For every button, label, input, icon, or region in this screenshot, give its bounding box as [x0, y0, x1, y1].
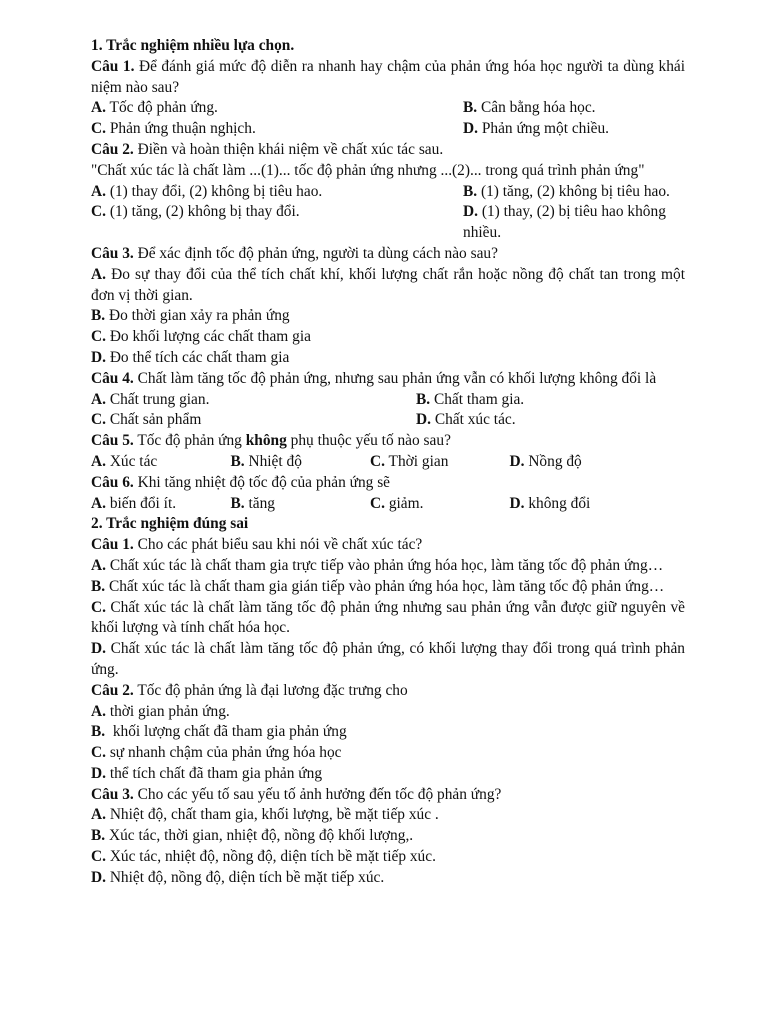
- s2-q1-option-a: [91, 556, 685, 577]
- question-label: Câu 4.: [91, 369, 134, 387]
- option-text: Phản ứng thuận nghịch.: [105, 120, 256, 138]
- option-text: (1) tăng, (2) không bị thay đổi.: [105, 203, 300, 221]
- option-text: Chất xúc tác là chất làm tăng tốc độ phản ứng nhưng sau phản ứng vẫn được giữ nguyên về khối lượng và tính chất hóa học.: [91, 598, 685, 637]
- option-c: [91, 119, 463, 140]
- option-text: không đổi: [524, 494, 591, 512]
- option-a: [91, 98, 463, 119]
- option-key: C.: [91, 744, 106, 762]
- option-b: [416, 390, 685, 411]
- question-text: Để đánh giá mức độ diễn ra nhanh hay chậm của phản ứng hóa học người ta dùng khái niệm nào sau?: [91, 57, 686, 96]
- s1-q2-stem: [91, 140, 685, 161]
- s2-q1-option-d: [91, 639, 685, 681]
- option-text: Cân bằng hóa học.: [477, 99, 596, 117]
- question-text: Tốc độ phản ứng là đại lương đặc trưng cho: [133, 681, 408, 699]
- option-text: Nhiệt độ, chất tham gia, khối lượng, bề mặt tiếp xúc .: [105, 806, 439, 824]
- option-text: tăng: [244, 494, 275, 512]
- option-text: biến đổi ít.: [105, 494, 177, 512]
- s1-q1-stem: [91, 57, 685, 99]
- question-text: Chất làm tăng tốc độ phản ứng, nhưng sau phản ứng vẫn có khối lượng không đổi là: [133, 369, 657, 387]
- option-a: [91, 182, 463, 203]
- s1-q2-options-row-2: [91, 202, 685, 244]
- option-text: Chất xúc tác là chất tham gia gián tiếp vào phản ứng hóa học, làm tăng tốc độ phản ứng…: [105, 577, 665, 595]
- option-d: [416, 410, 685, 431]
- s2-q3-option-b: [91, 826, 685, 847]
- option-d: [510, 494, 591, 515]
- option-text: Chất sản phẩm: [105, 411, 202, 429]
- option-key: A.: [91, 182, 106, 200]
- option-c: [91, 202, 463, 244]
- option-key: D.: [509, 452, 525, 470]
- option-key: C.: [91, 848, 106, 866]
- option-text: Đo thể tích các chất tham gia: [105, 348, 290, 366]
- option-key: C.: [91, 598, 106, 616]
- question-label: Câu 5.: [91, 432, 134, 450]
- option-text: Nồng độ: [524, 452, 582, 470]
- option-key: A.: [91, 494, 106, 512]
- s1-q2-quote: "Chất xúc tác là chất làm ...(1)... tốc độ phản ứng nhưng ...(2)... trong quá trình phản ứng": [91, 161, 645, 179]
- option-text: Xúc tác: [105, 452, 158, 470]
- option-key: C.: [91, 203, 106, 221]
- option-key: B.: [91, 827, 106, 845]
- option-key: A.: [91, 702, 106, 720]
- option-text: Xúc tác, nhiệt độ, nồng độ, diện tích bề mặt tiếp xúc.: [105, 848, 436, 866]
- question-label: Câu 1.: [91, 536, 134, 554]
- option-text: (1) tăng, (2) không bị tiêu hao.: [477, 182, 670, 200]
- option-key: B.: [463, 182, 478, 200]
- option-text: Đo sự thay đổi của thể tích chất khí, khối lượng chất rắn hoặc nồng độ chất tan trong một đơn vị thời gian.: [91, 265, 685, 304]
- option-text: khối lượng chất đã tham gia phản ứng: [105, 723, 347, 741]
- question-label: Câu 3.: [91, 244, 134, 262]
- option-a: [91, 390, 416, 411]
- option-key: C.: [91, 120, 106, 138]
- option-c: [370, 494, 510, 515]
- s1-q3-option-d: [91, 348, 685, 369]
- option-d: [510, 452, 582, 473]
- question-text: Tốc độ phản ứng: [133, 432, 246, 450]
- s2-q1-option-c: [91, 598, 685, 640]
- option-key: D.: [91, 640, 106, 658]
- option-key: C.: [370, 452, 385, 470]
- question-text: Điền và hoàn thiện khái niệm về chất xúc tác sau.: [133, 140, 444, 158]
- s2-q3-option-a: [91, 805, 685, 826]
- option-b: [231, 494, 371, 515]
- option-b: [463, 182, 685, 203]
- option-text: Xúc tác, thời gian, nhiệt độ, nồng độ khối lượng,.: [105, 827, 414, 845]
- option-key: A.: [91, 452, 106, 470]
- s1-q5-stem: [91, 431, 685, 452]
- s2-q2-option-d: [91, 764, 685, 785]
- section-1-title: 1. Trắc nghiệm nhiều lựa chọn.: [91, 37, 295, 54]
- option-key: D.: [463, 203, 478, 221]
- option-key: B.: [230, 494, 245, 512]
- s1-q1-options-row-2: [91, 119, 685, 140]
- option-key: C.: [370, 494, 385, 512]
- option-text: Chất tham gia.: [430, 390, 525, 408]
- option-text: Chất xúc tác.: [430, 411, 516, 429]
- option-key: B.: [463, 99, 478, 117]
- option-text: Tốc độ phản ứng.: [105, 99, 218, 117]
- option-text: Chất xúc tác là chất làm tăng tốc độ phản ứng, có khối lượng thay đổi trong quá trình phản ứng.: [91, 640, 685, 678]
- s2-q2-option-a: [91, 702, 685, 723]
- option-text: (1) thay, (2) bị tiêu hao không nhiều.: [463, 203, 666, 242]
- s1-q3-option-a: [91, 265, 685, 307]
- option-key: B.: [91, 723, 106, 741]
- option-text: (1) thay đổi, (2) không bị tiêu hao.: [105, 182, 323, 200]
- question-text: phụ thuộc yếu tố nào sau?: [286, 432, 451, 450]
- option-key: A.: [91, 556, 106, 574]
- section-2-title: 2. Trắc nghiệm đúng sai: [91, 515, 249, 533]
- option-text: Thời gian: [384, 452, 449, 470]
- s2-q3-option-d: [91, 868, 685, 889]
- option-text: Chất trung gian.: [105, 390, 210, 408]
- option-key: A.: [91, 390, 106, 408]
- option-key: A.: [91, 99, 106, 117]
- option-key: B.: [230, 452, 245, 470]
- question-emphasis: không: [245, 432, 287, 450]
- option-text: Chất xúc tác là chất tham gia trực tiếp vào phản ứng hóa học, làm tăng tốc độ phản ứng…: [105, 556, 664, 574]
- s1-q6-options: [91, 494, 685, 515]
- option-text: Đo khối lượng các chất tham gia: [105, 328, 311, 346]
- s1-q4-options-row-2: [91, 410, 685, 431]
- question-text: Cho các phát biểu sau khi nói về chất xúc tác?: [133, 536, 423, 554]
- option-d: [463, 202, 685, 244]
- option-key: D.: [91, 348, 106, 366]
- question-text: Để xác định tốc độ phản ứng, người ta dùng cách nào sau?: [133, 244, 498, 262]
- option-text: Nhiệt độ: [244, 452, 302, 470]
- question-label: Câu 3.: [91, 785, 134, 803]
- s1-q3-option-b: [91, 306, 685, 327]
- s2-q1-option-b: [91, 577, 685, 598]
- option-key: C.: [91, 328, 106, 346]
- s2-q1-stem: [91, 535, 685, 556]
- option-key: C.: [91, 411, 106, 429]
- s2-q2-option-b: [91, 722, 685, 743]
- s2-q2-stem: [91, 681, 685, 702]
- question-label: Câu 2.: [91, 140, 134, 158]
- option-key: D.: [416, 411, 431, 429]
- option-text: Đo thời gian xảy ra phản ứng: [105, 307, 290, 325]
- s1-q4-options-row-1: [91, 390, 685, 411]
- option-text: thời gian phản ứng.: [105, 702, 230, 720]
- option-text: giảm.: [384, 494, 424, 512]
- question-label: Câu 6.: [91, 473, 134, 491]
- option-key: D.: [463, 120, 478, 138]
- s1-q3-option-c: [91, 327, 685, 348]
- s2-q2-option-c: [91, 743, 685, 764]
- option-text: Nhiệt độ, nồng độ, diện tích bề mặt tiếp xúc.: [105, 868, 385, 886]
- option-key: D.: [91, 764, 106, 782]
- s1-q5-options: [91, 452, 685, 473]
- option-key: D.: [509, 494, 525, 512]
- option-key: A.: [91, 265, 106, 283]
- option-text: sự nhanh chậm của phản ứng hóa học: [105, 744, 342, 762]
- s1-q1-options-row-1: [91, 98, 685, 119]
- option-key: D.: [91, 868, 106, 886]
- s1-q6-stem: [91, 473, 685, 494]
- option-text: thể tích chất đã tham gia phản ứng: [105, 764, 323, 782]
- s2-q3-option-c: [91, 847, 685, 868]
- option-c: [91, 410, 416, 431]
- s1-q3-stem: [91, 244, 685, 265]
- option-key: B.: [91, 577, 106, 595]
- option-key: B.: [91, 307, 106, 325]
- s1-q2-options-row-1: [91, 182, 685, 203]
- option-b: [231, 452, 371, 473]
- option-key: A.: [91, 806, 106, 824]
- option-d: [463, 119, 685, 140]
- question-label: Câu 2.: [91, 681, 134, 699]
- s2-q3-stem: [91, 785, 685, 806]
- option-text: Phản ứng một chiều.: [477, 120, 609, 138]
- question-text: Khi tăng nhiệt độ tốc độ của phản ứng sẽ: [133, 473, 391, 491]
- option-a: [91, 494, 231, 515]
- question-text: Cho các yếu tố sau yếu tố ảnh hưởng đến tốc độ phản ứng?: [133, 785, 502, 803]
- question-label: Câu 1.: [91, 57, 135, 75]
- option-b: [463, 98, 685, 119]
- option-key: B.: [416, 390, 431, 408]
- option-a: [91, 452, 231, 473]
- s1-q4-stem: [91, 369, 685, 390]
- option-c: [370, 452, 510, 473]
